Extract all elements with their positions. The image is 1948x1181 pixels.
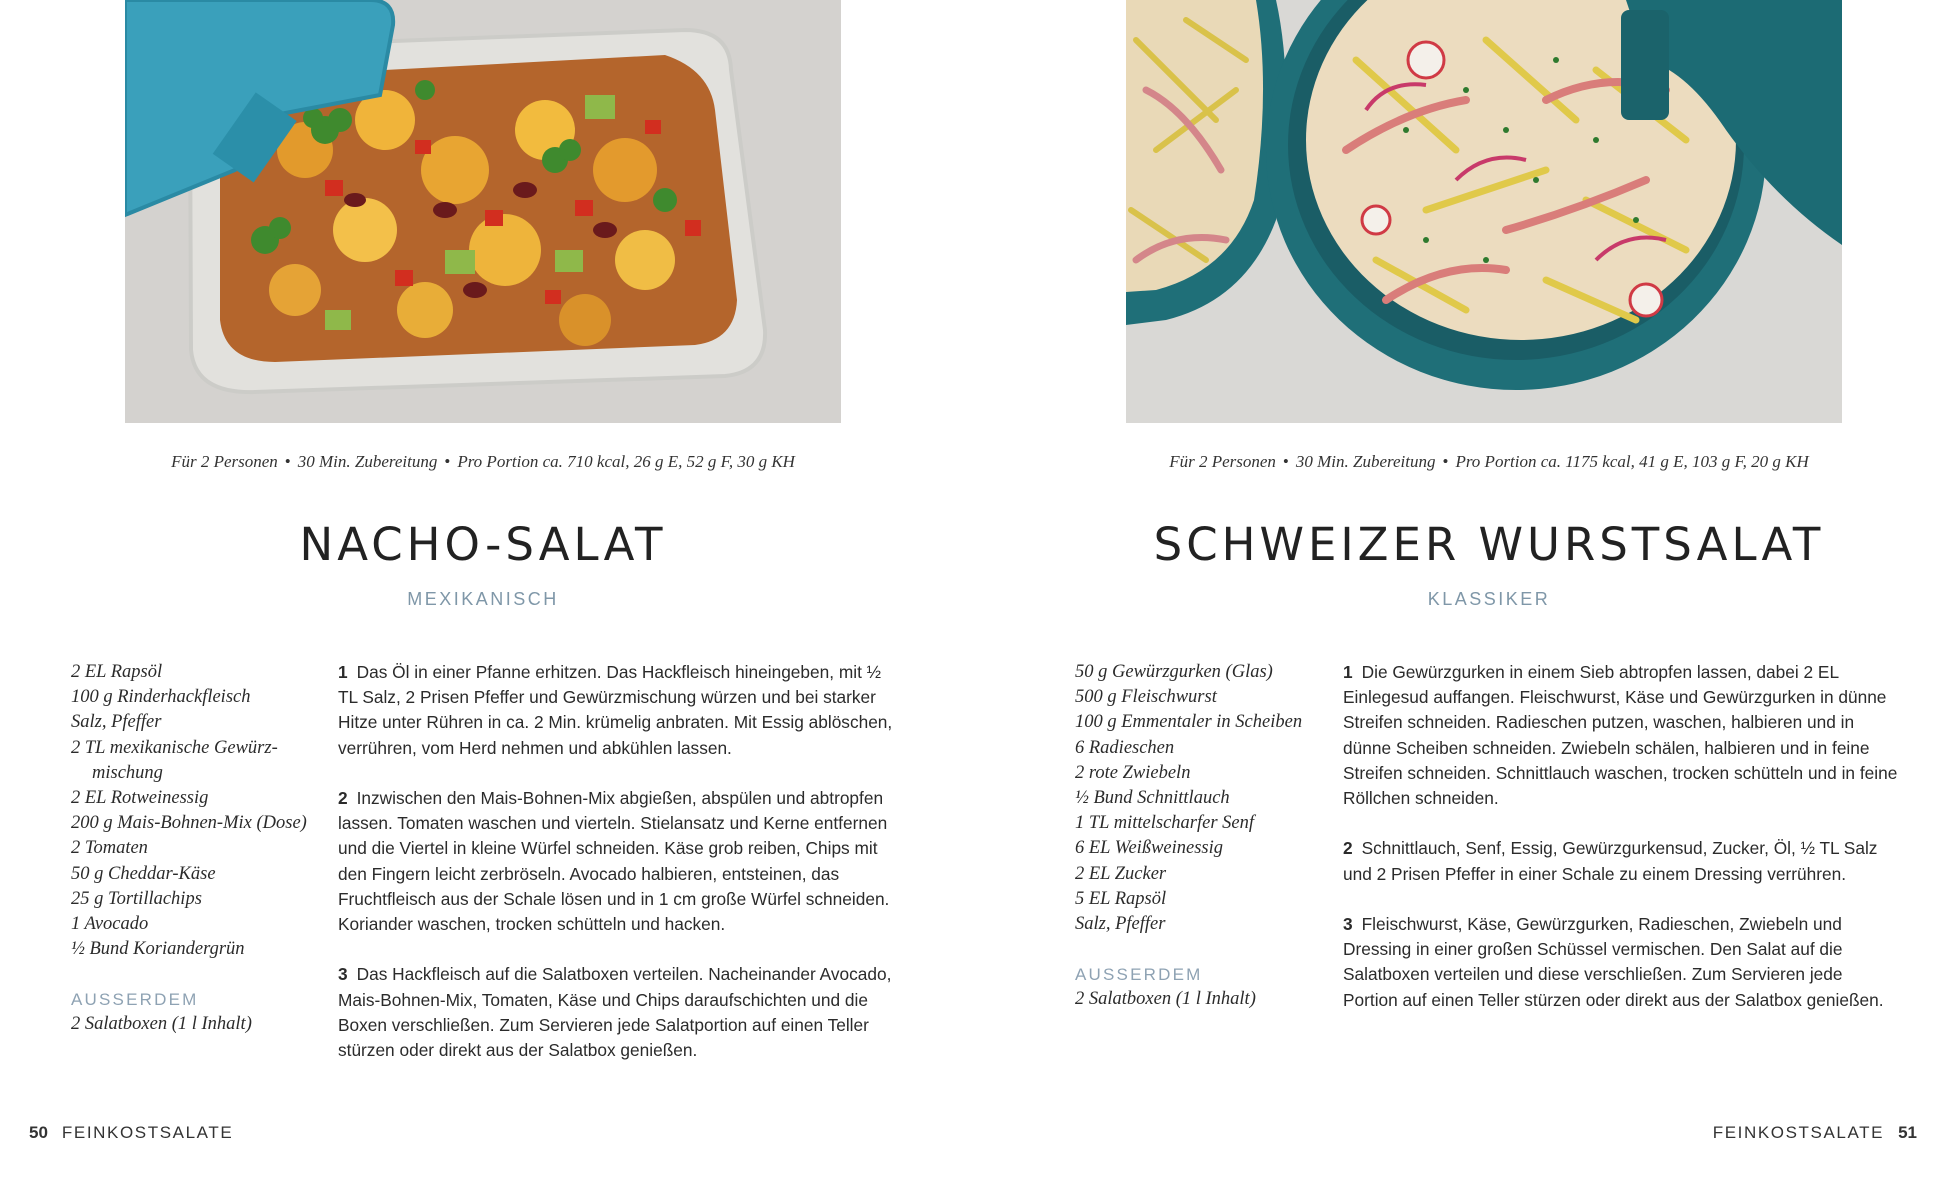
instruction-steps — [1343, 660, 1898, 1038]
ingredient-item: 2 TL mexikanische Gewürz-mischung — [71, 737, 278, 783]
step-text: Die Gewürzgurken in einem Sieb abtropfen lassen, dabei 2 EL Einlegesud auffangen. Fleischwurst, Käse und Gewürzgurken in dünne Streifen schneiden. Radieschen putzen, waschen, halbieren und in dünne Scheiben schneiden. Zwiebeln schälen, halbieren und in feine Streifen schneiden. Schnittlauch waschen, trocken schütteln und in feine Röllchen schneiden. — [1343, 662, 1898, 809]
recipe-meta — [0, 452, 966, 472]
ingredient-item: 100 g Emmentaler in Scheiben — [1075, 712, 1303, 733]
ingredient-item: ½ Bund Koriandergrün — [71, 939, 245, 960]
ingredient-item: 2 EL Zucker — [1075, 863, 1167, 884]
step-text: Das Hackfleisch auf die Salatboxen verteilen. Nacheinander Avocado, Mais-Bohnen-Mix, Tomaten, Käse und Chips daraufschichten und die Boxen verschließen. Zum Servieren jede Salatportion auf einen Teller stürzen oder direkt aus der Salatbox genießen. — [338, 964, 892, 1061]
ingredient-item: 6 Radieschen — [1075, 737, 1175, 758]
recipe-title: SCHWEIZER WURSTSALAT — [1153, 518, 1825, 571]
ingredient-item: 200 g Mais-Bohnen-Mix (Dose) — [71, 813, 307, 834]
servings: Für 2 Personen — [1169, 452, 1276, 471]
recipe-title: NACHO-SALAT — [299, 518, 667, 571]
extras-heading: AUSSERDEM — [1075, 965, 1203, 985]
step — [338, 786, 893, 937]
ingredient-item: 2 EL Rapsöl — [71, 662, 163, 682]
ingredient-item: Salz, Pfeffer — [71, 712, 162, 733]
ingredient-item: 1 TL mittelscharfer Senf — [1075, 813, 1255, 834]
section-name: FEINKOSTSALATE — [61, 1123, 234, 1142]
ingredient-item: 2 EL Rotweinessig — [71, 788, 209, 809]
bullet: • — [1442, 452, 1449, 471]
prep-time: 30 Min. Zubereitung — [1295, 452, 1436, 471]
step-number: 2 — [1343, 838, 1353, 859]
ingredient-item: 25 g Tortillachips — [71, 888, 202, 909]
ingredient-item: 5 EL Rapsöl — [1075, 888, 1167, 909]
section-name: FEINKOSTSALATE — [1712, 1123, 1885, 1142]
ingredient-list — [71, 660, 311, 1038]
step-text: Inzwischen den Mais-Bohnen-Mix abgießen, abspülen und abtropfen lassen. Tomaten waschen und vierteln. Stielansatz und Kerne entfernen und die Viertel in kleine Würfel schneiden. Käse grob reiben, Chips mit den Fingern leicht zerbröseln. Avocado halbieren, entsteinen, das Fruchtfleisch aus der Schale lösen und in 1 cm große Würfel schneiden. Koriander waschen, trocken schütteln und hacken. — [338, 788, 890, 935]
page-number: 51 — [1898, 1123, 1917, 1142]
prep-time: 30 Min. Zubereitung — [297, 452, 438, 471]
ingredient-item: 2 rote Zwiebeln — [1075, 762, 1191, 783]
recipe-subtitle: KLASSIKER — [1427, 589, 1551, 609]
ingredient-item: 500 g Fleischwurst — [1075, 687, 1217, 708]
step — [338, 962, 893, 1063]
ingredient-item: Salz, Pfeffer — [1075, 914, 1166, 935]
ingredient-list — [1075, 660, 1325, 1012]
ingredient-item: 50 g Gewürzgurken (Glas) — [1075, 662, 1273, 682]
step — [1343, 660, 1898, 811]
step — [1343, 836, 1898, 886]
extras-item: 2 Salatboxen (1 l Inhalt) — [71, 1014, 252, 1035]
page-number: 50 — [29, 1123, 48, 1142]
bullet: • — [444, 452, 451, 471]
instruction-steps — [338, 660, 893, 1088]
recipe-subtitle: MEXIKANISCH — [407, 589, 559, 609]
wurstsalat-photo — [1126, 0, 1842, 423]
nacho-salad-photo — [125, 0, 841, 423]
ingredient-item: 2 Tomaten — [71, 838, 148, 859]
step-text: Schnittlauch, Senf, Essig, Gewürzgurkensud, Zucker, Öl, ½ TL Salz und 2 Prisen Pfeffer in einer Schale zu einem Dressing verrühren. — [1343, 838, 1878, 884]
recipe-meta — [974, 452, 1948, 472]
bullet: • — [284, 452, 291, 471]
ingredient-item: 100 g Rinderhackfleisch — [71, 687, 251, 708]
step-text: Fleischwurst, Käse, Gewürzgurken, Radieschen, Zwiebeln und Dressing in einer großen Schüssel vermischen. Den Salat auf die Salatboxen verteilen und diese verschließen. Zum Servieren jede Portion auf einen Teller stürzen oder direkt aus der Salatbox genießen. — [1343, 914, 1884, 1010]
ingredient-item: 50 g Cheddar-Käse — [71, 863, 216, 884]
step-number: 3 — [338, 964, 348, 985]
right-page — [974, 0, 1948, 1181]
bullet: • — [1282, 452, 1289, 471]
step-number: 3 — [1343, 914, 1353, 934]
extras-item: 2 Salatboxen (1 l Inhalt) — [1075, 989, 1256, 1010]
nutrition: Pro Portion ca. 710 kcal, 26 g E, 52 g F, 30 g KH — [457, 452, 795, 471]
ingredient-item: 1 Avocado — [71, 914, 149, 935]
step — [1343, 912, 1898, 1013]
nutrition: Pro Portion ca. 1175 kcal, 41 g E, 103 g F, 20 g KH — [1455, 452, 1809, 471]
step-number: 2 — [338, 788, 348, 808]
page-footer — [29, 1123, 233, 1143]
step-number: 1 — [1343, 662, 1353, 682]
ingredient-item: ½ Bund Schnittlauch — [1075, 788, 1230, 809]
step — [338, 660, 893, 761]
page-footer — [1713, 1123, 1917, 1143]
step-number: 1 — [338, 662, 348, 682]
extras-heading: AUSSERDEM — [71, 990, 199, 1010]
servings: Für 2 Personen — [171, 452, 278, 471]
ingredient-item: 6 EL Weißweinessig — [1075, 838, 1224, 859]
step-text: Das Öl in einer Pfanne erhitzen. Das Hackfleisch hineingeben, mit ½ TL Salz, 2 Prisen Pfeffer und Gewürzmischung würzen und bei starker Hitze unter Rühren in ca. 2 Min. krümelig anbraten. Mit Essig ablöschen, verrühren, vom Herd nehmen und abkühlen lassen. — [338, 662, 893, 758]
